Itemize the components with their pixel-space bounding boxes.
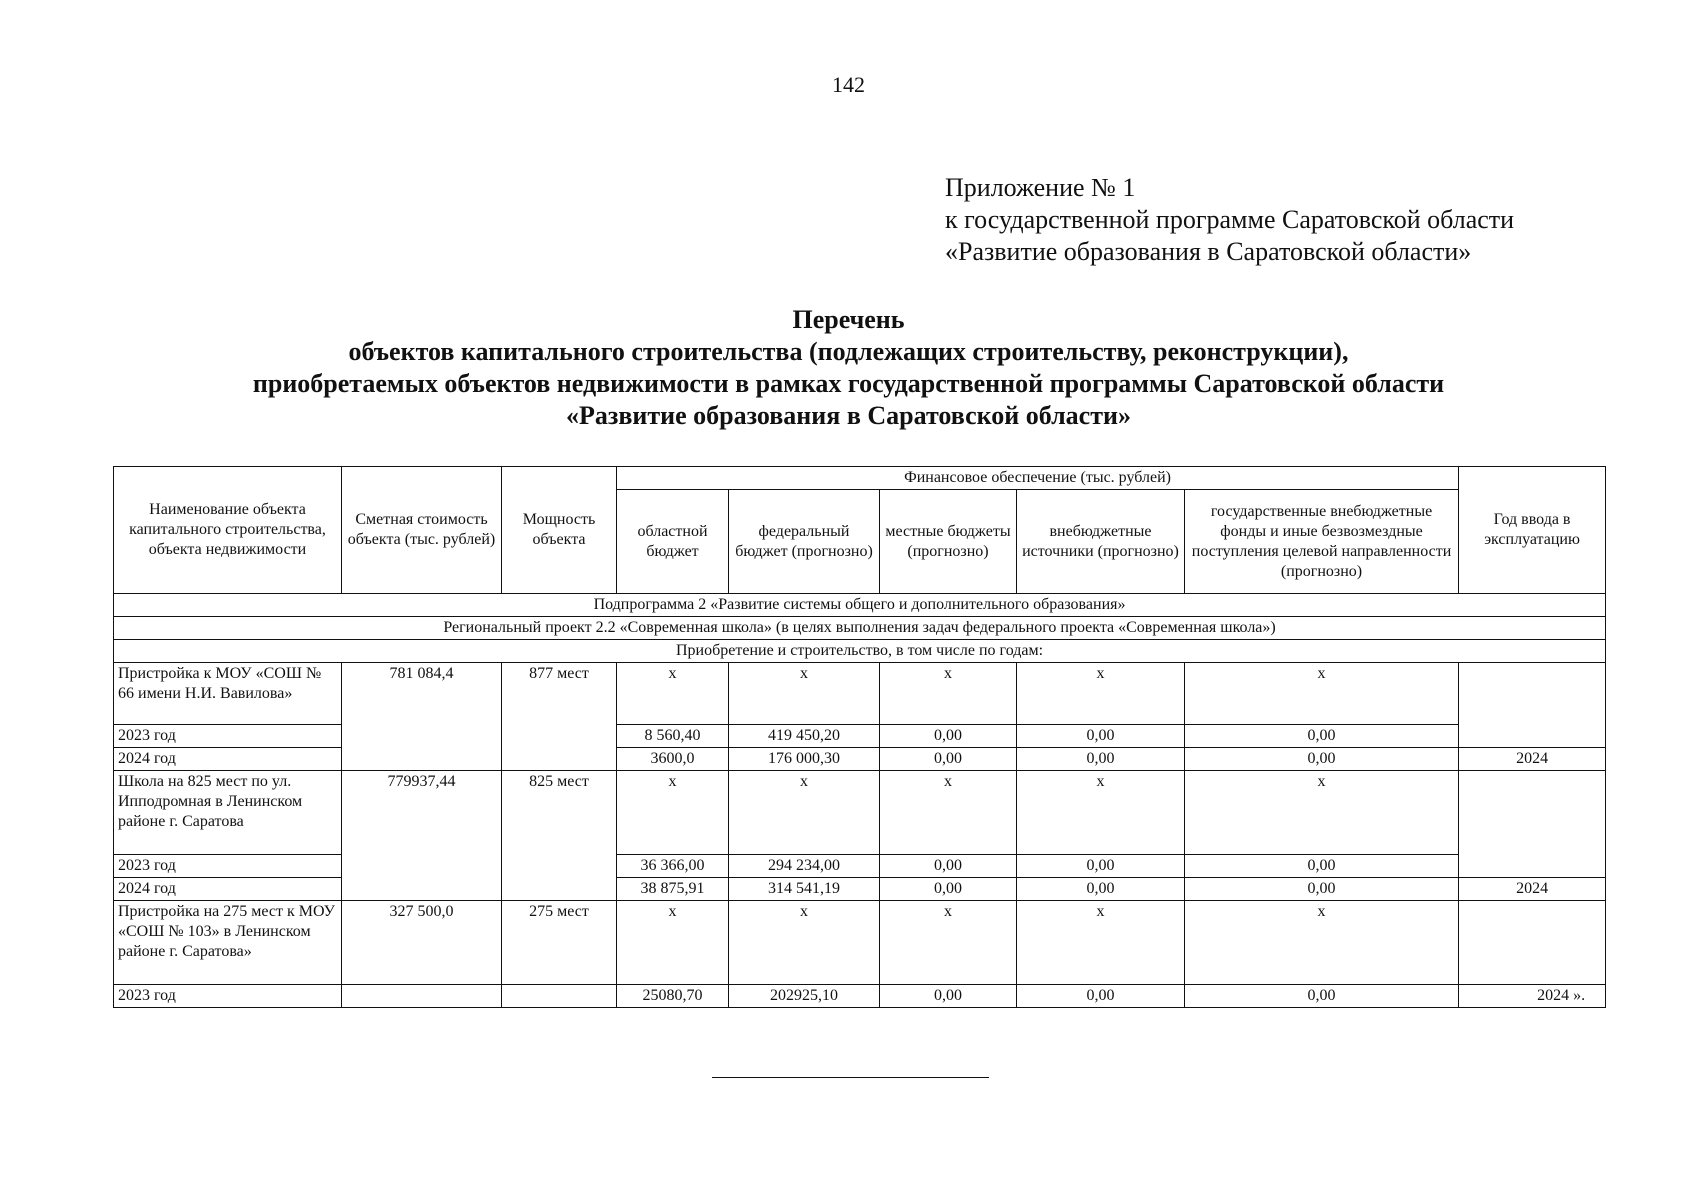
header-extrabudget: внебюджетные источники (прогнозно) bbox=[1017, 490, 1185, 594]
appendix-line-2: к государственной программе Саратовской области bbox=[945, 205, 1515, 234]
mark-cell: x bbox=[880, 771, 1017, 855]
year-cell: 2024 ». bbox=[1459, 985, 1606, 1008]
value-cell: 0,00 bbox=[880, 748, 1017, 771]
object-cost: 327 500,0 bbox=[342, 901, 502, 985]
year-cell: 2024 bbox=[1459, 748, 1606, 771]
year-cell bbox=[1459, 901, 1606, 985]
header-state-funds: государственные внебюджетные фонды и иные безвозмездные поступления целевой направленности (прогнозно) bbox=[1185, 490, 1459, 594]
objects-table bbox=[113, 466, 1606, 1008]
separator-line bbox=[712, 1077, 989, 1078]
table-row bbox=[114, 663, 1606, 725]
object-name: Школа на 825 мест по ул. Ипподромная в Ленинском районе г. Саратова bbox=[114, 771, 342, 855]
table-row bbox=[114, 725, 1606, 748]
value-cell: 314 541,19 bbox=[729, 878, 880, 901]
title-line-3: приобретаемых объектов недвижимости в рамках государственной программы Саратовской области bbox=[252, 369, 1445, 398]
project-row bbox=[114, 617, 1606, 640]
page-number: 142 bbox=[832, 72, 865, 97]
value-cell: 0,00 bbox=[880, 725, 1017, 748]
mark-cell: x bbox=[1185, 901, 1459, 985]
mark-cell: x bbox=[617, 771, 729, 855]
empty-cell bbox=[342, 985, 502, 1008]
mark-cell: x bbox=[729, 771, 880, 855]
object-cost: 779937,44 bbox=[342, 771, 502, 901]
table-row bbox=[114, 771, 1606, 855]
value-cell: 8 560,40 bbox=[617, 725, 729, 748]
mark-cell: x bbox=[1017, 771, 1185, 855]
mark-cell: x bbox=[617, 901, 729, 985]
mark-cell: x bbox=[729, 901, 880, 985]
year-label: 2023 год bbox=[114, 985, 342, 1008]
appendix-line-1: Приложение № 1 bbox=[945, 173, 1136, 202]
value-cell: 0,00 bbox=[1017, 748, 1185, 771]
value-cell: 0,00 bbox=[880, 985, 1017, 1008]
header-regional-budget: областной бюджет bbox=[617, 490, 729, 594]
title-line-1: Перечень bbox=[792, 305, 905, 334]
header-cost: Сметная стоимость объекта (тыс. рублей) bbox=[342, 467, 502, 594]
value-cell: 3600,0 bbox=[617, 748, 729, 771]
value-cell: 0,00 bbox=[1185, 725, 1459, 748]
value-cell: 0,00 bbox=[1017, 878, 1185, 901]
project-label: Региональный проект 2.2 «Современная школа» (в целях выполнения задач федерального проекта «Современная школа») bbox=[114, 617, 1606, 640]
mark-cell: x bbox=[1185, 663, 1459, 725]
object-capacity: 825 мест bbox=[502, 771, 617, 901]
subprogram-label: Подпрограмма 2 «Развитие системы общего и дополнительного образования» bbox=[114, 594, 1606, 617]
header-local-budgets: местные бюджеты (прогнозно) bbox=[880, 490, 1017, 594]
table-row bbox=[114, 855, 1606, 878]
header-capacity: Мощность объекта bbox=[502, 467, 617, 594]
mark-cell: x bbox=[880, 663, 1017, 725]
appendix-block bbox=[945, 172, 1514, 268]
subprogram-row bbox=[114, 594, 1606, 617]
header-year: Год ввода в эксплуатацию bbox=[1459, 467, 1606, 594]
object-capacity: 877 мест bbox=[502, 663, 617, 771]
header-financing: Финансовое обеспечение (тыс. рублей) bbox=[617, 467, 1459, 490]
mark-cell: x bbox=[880, 901, 1017, 985]
header-federal-budget: федеральный бюджет (прогнозно) bbox=[729, 490, 880, 594]
document-title bbox=[0, 304, 1697, 432]
value-cell: 294 234,00 bbox=[729, 855, 880, 878]
empty-cell bbox=[502, 985, 617, 1008]
table-row bbox=[114, 878, 1606, 901]
year-cell: 2024 bbox=[1459, 878, 1606, 901]
acquisition-label: Приобретение и строительство, в том числе по годам: bbox=[114, 640, 1606, 663]
object-name: Пристройка на 275 мест к МОУ «СОШ № 103» в Ленинском районе г. Саратова» bbox=[114, 901, 342, 985]
value-cell: 0,00 bbox=[1017, 855, 1185, 878]
year-label: 2024 год bbox=[114, 878, 342, 901]
value-cell: 0,00 bbox=[1185, 878, 1459, 901]
object-name: Пристройка к МОУ «СОШ № 66 имени Н.И. Вавилова» bbox=[114, 663, 342, 725]
object-capacity: 275 мест bbox=[502, 901, 617, 985]
mark-cell: x bbox=[1017, 901, 1185, 985]
year-cell bbox=[1459, 771, 1606, 878]
title-line-4: «Развитие образования в Саратовской области» bbox=[566, 401, 1131, 430]
value-cell: 0,00 bbox=[880, 855, 1017, 878]
value-cell: 25080,70 bbox=[617, 985, 729, 1008]
acquisition-row bbox=[114, 640, 1606, 663]
value-cell: 36 366,00 bbox=[617, 855, 729, 878]
mark-cell: x bbox=[729, 663, 880, 725]
object-cost: 781 084,4 bbox=[342, 663, 502, 771]
appendix-line-3: «Развитие образования в Саратовской области» bbox=[945, 237, 1472, 266]
year-cell bbox=[1459, 663, 1606, 748]
value-cell: 0,00 bbox=[880, 878, 1017, 901]
table-row bbox=[114, 901, 1606, 985]
value-cell: 176 000,30 bbox=[729, 748, 880, 771]
value-cell: 0,00 bbox=[1017, 985, 1185, 1008]
value-cell: 202925,10 bbox=[729, 985, 880, 1008]
value-cell: 419 450,20 bbox=[729, 725, 880, 748]
mark-cell: x bbox=[1185, 771, 1459, 855]
year-label: 2023 год bbox=[114, 725, 342, 748]
mark-cell: x bbox=[1017, 663, 1185, 725]
value-cell: 0,00 bbox=[1185, 985, 1459, 1008]
value-cell: 0,00 bbox=[1185, 748, 1459, 771]
value-cell: 38 875,91 bbox=[617, 878, 729, 901]
year-label: 2023 год bbox=[114, 855, 342, 878]
table-row bbox=[114, 748, 1606, 771]
value-cell: 0,00 bbox=[1017, 725, 1185, 748]
header-name: Наименование объекта капитального строительства, объекта недвижимости bbox=[114, 467, 342, 594]
mark-cell: x bbox=[617, 663, 729, 725]
year-label: 2024 год bbox=[114, 748, 342, 771]
table-row bbox=[114, 985, 1606, 1008]
title-line-2: объектов капитального строительства (подлежащих строительству, реконструкции), bbox=[348, 337, 1349, 366]
value-cell: 0,00 bbox=[1185, 855, 1459, 878]
